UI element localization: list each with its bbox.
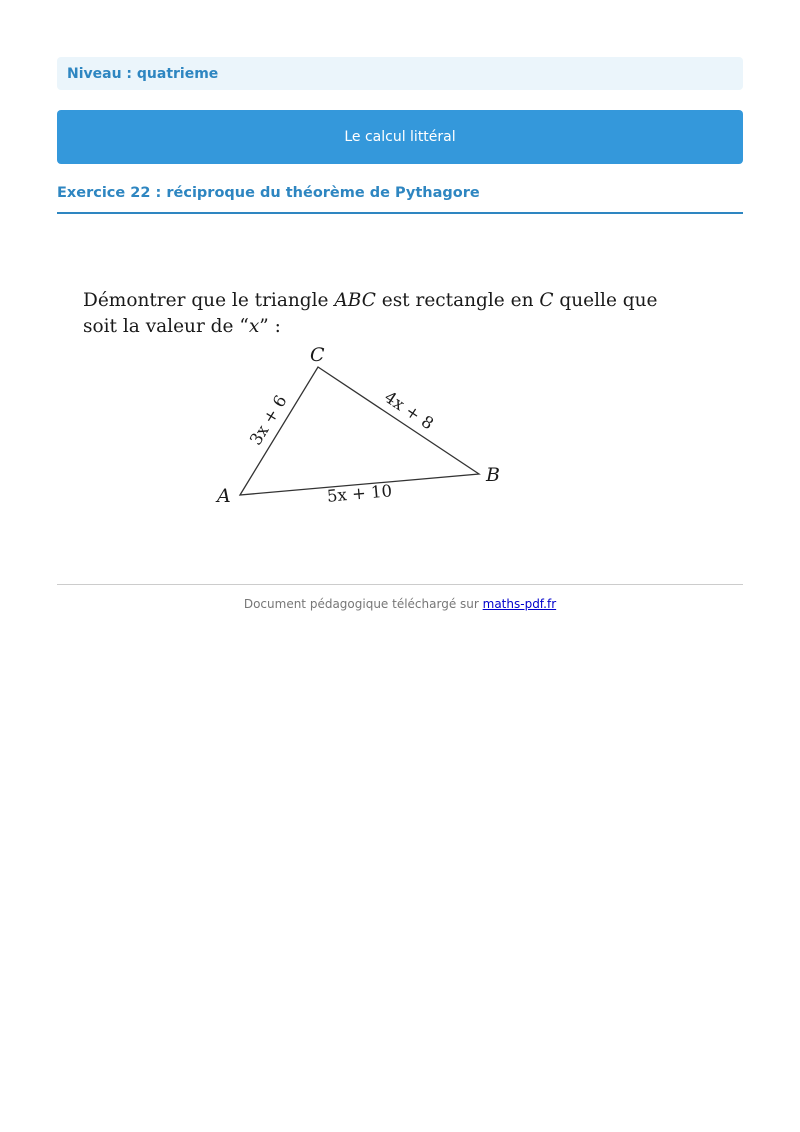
footer-text: Document pédagogique téléchargé sur (243, 597, 483, 611)
statement-text-2: est rectangle en (375, 290, 540, 311)
exercise-title-underline (57, 212, 743, 214)
triangle-figure (200, 340, 520, 515)
statement-text-3: quelle que soit la valeur de “ (83, 290, 658, 337)
statement-triangle-name: ABC (334, 290, 376, 311)
triangle-abc (240, 367, 479, 495)
statement-right-angle-vertex: C (539, 290, 554, 311)
statement-variable: x (248, 316, 260, 337)
footer (57, 597, 743, 611)
exercise-title: Exercice 22 : réciproque du théorème de Pythagore (57, 185, 480, 201)
statement-text-1: Démontrer que le triangle (83, 290, 335, 311)
footer-link[interactable]: maths-pdf.fr (482, 597, 557, 611)
topic-title: Le calcul littéral (344, 129, 456, 145)
statement-text-4: ” : (259, 316, 281, 337)
side-ab-label: 5x + 10 (326, 481, 393, 506)
side-cb-label: 4x + 8 (381, 387, 438, 434)
footer-divider (57, 584, 743, 585)
exercise-statement (83, 288, 683, 340)
level-label: Niveau : quatrieme (67, 65, 219, 82)
vertex-a-label: A (217, 485, 231, 507)
topic-banner (57, 110, 743, 164)
triangle-diagram (200, 340, 520, 515)
vertex-b-label: B (486, 464, 500, 486)
side-ac-label: 3x + 6 (245, 391, 291, 449)
level-banner (57, 57, 743, 90)
vertex-c-label: C (310, 344, 325, 366)
